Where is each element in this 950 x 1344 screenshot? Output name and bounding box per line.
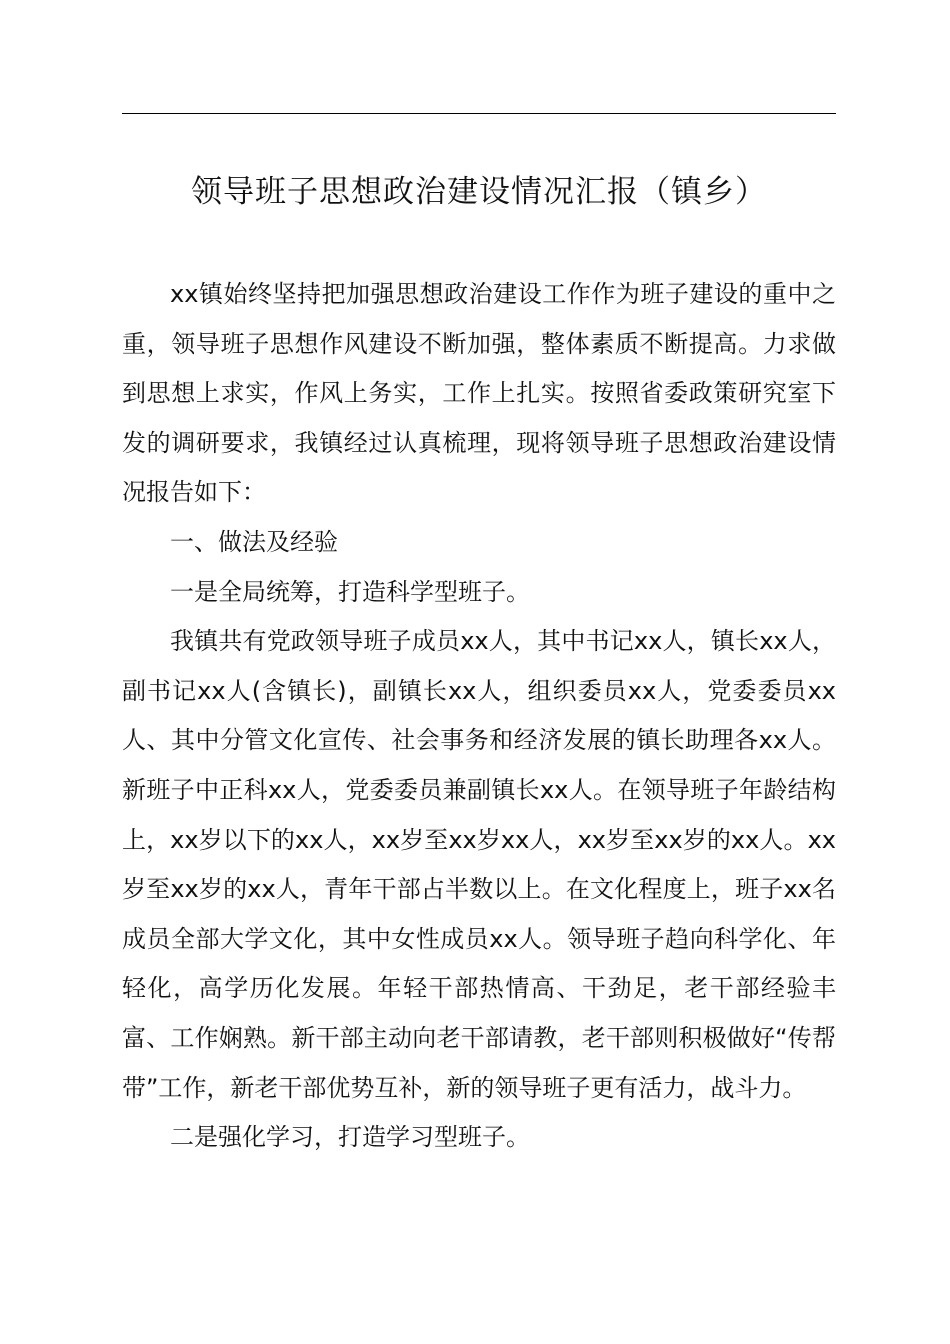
section-heading-practices: 一、做法及经验 xyxy=(170,527,338,556)
header-rule xyxy=(122,113,836,114)
document-title: 领导班子思想政治建设情况汇报（镇乡） xyxy=(191,174,767,210)
subheading-learning-team: 二是强化学习，打造学习型班子。 xyxy=(170,1123,530,1152)
subheading-scientific-team: 一是全局统筹，打造科学型班子。 xyxy=(170,577,530,606)
intro-paragraph: xx镇始终坚持把加强思想政治建设工作作为班子建设的重中之重，领导班子思想作风建设不断加强，整体素质不断提高。力求做到思想上求实，作风上务实，工作上扎实。按照省委政策研究室下发的调研要求，我镇经过认真梳理，现将领导班子思想政治建设情况报告如下： xyxy=(122,280,836,507)
team-composition-paragraph: 我镇共有党政领导班子成员xx人，其中书记xx人，镇长xx人，副书记xx人(含镇长)，副镇长xx人，组织委员xx人，党委委员xx人、其中分管文化宣传、社会事务和经济发展的镇长助理各xx人。新班子中正科xx人，党委委员兼副镇长xx人。在领导班子年龄结构上，xx岁以下的xx人，xx岁至xx岁xx人，xx岁至xx岁的xx人。xx岁至xx岁的xx人，青年干部占半数以上。在文化程度上，班子xx名成员全部大学文化，其中女性成员xx人。领导班子趋向科学化、年轻化，高学历化发展。年轻干部热情高、干劲足，老干部经验丰富、工作娴熟。新干部主动向老干部请教，老干部则积极做好“传帮带”工作，新老干部优势互补，新的领导班子更有活力，战斗力。 xyxy=(122,627,836,1102)
document-body xyxy=(122,270,836,1163)
